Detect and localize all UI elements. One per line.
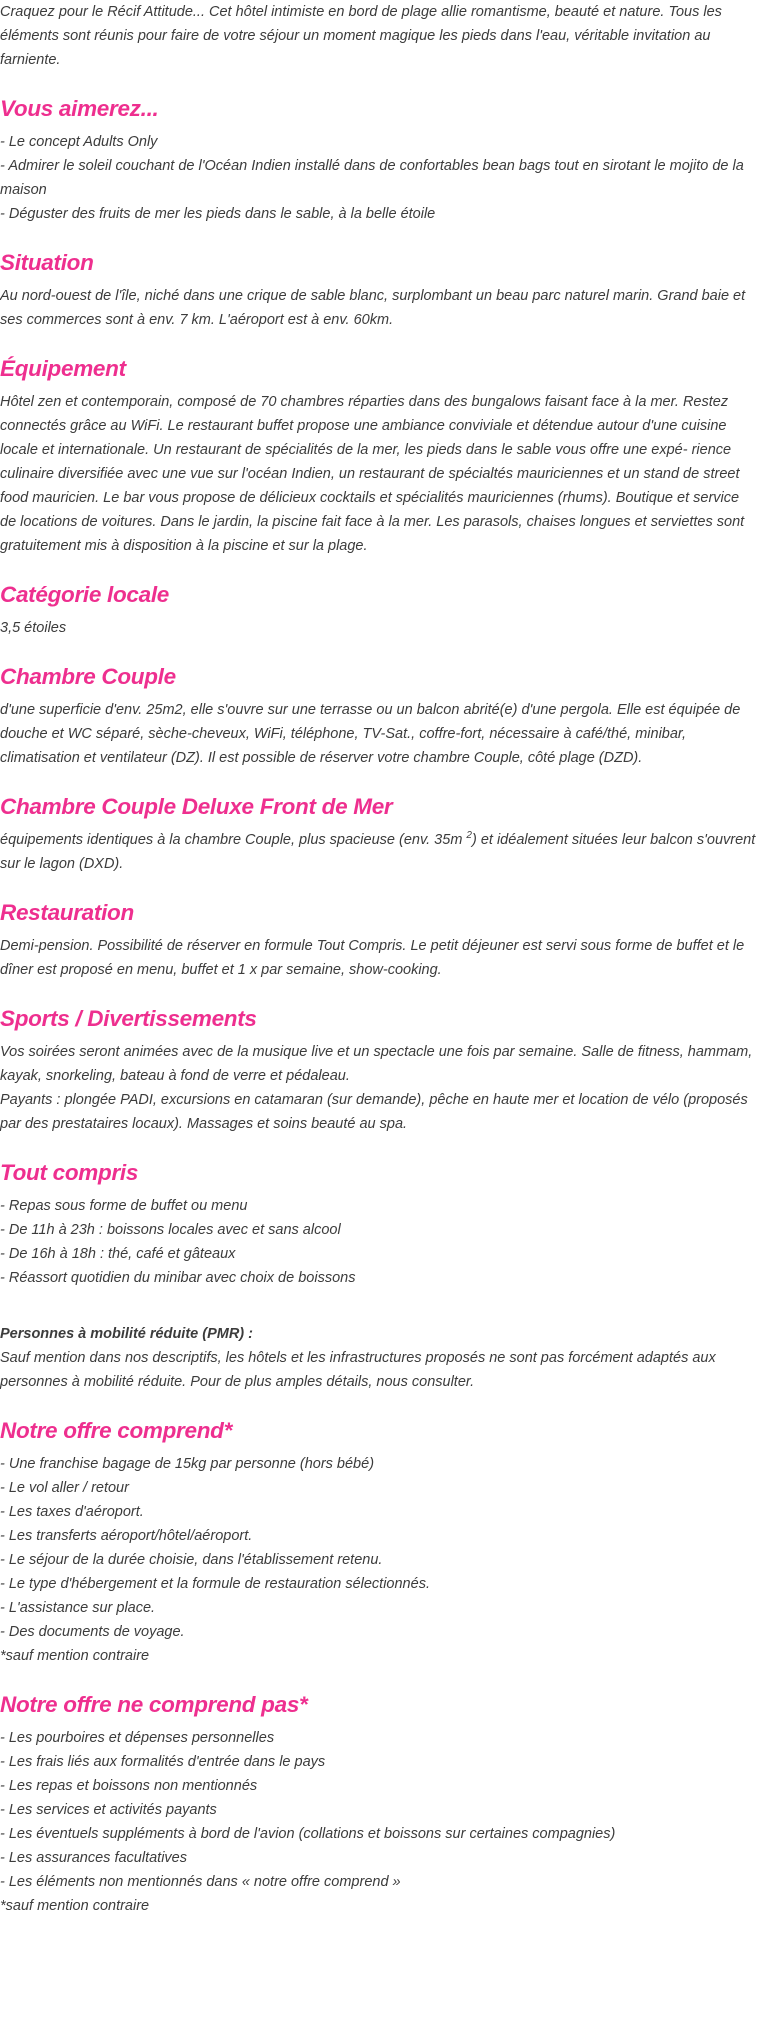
list-item: - Les éléments non mentionnés dans « notre offre comprend »	[0, 1874, 401, 1890]
chambre-couple-text: d'une superficie d'env. 25m2, elle s'ouvre sur une terrasse ou un balcon abrité(e) d'une pergola. Elle est équipée de douche et WC séparé, sèche-cheveux, WiFi, téléphone, TV-Sat., coffre-fort, nécessaire à café/thé, minibar, climatisation et ventilateur (DZ). Il est possible de réserver votre chambre Couple, côté plage (DZD).	[0, 702, 741, 766]
section-title-vous-aimerez: Vous aimerez...	[0, 96, 159, 121]
list-item: - Les repas et boissons non mentionnés	[0, 1778, 258, 1794]
sports-text-1: Vos soirées seront animées avec de la musique live et un spectacle une fois par semaine. Salle de fitness, hammam, kayak, snorkeling, bateau à fond de verre et pédaleau.	[0, 1044, 753, 1084]
list-item: - Le vol aller / retour	[0, 1480, 129, 1496]
list-item: - De 16h à 18h : thé, café et gâteaux	[0, 1246, 236, 1262]
section-title-sports: Sports / Divertissements	[0, 1006, 257, 1031]
offre-ne-comprend-list	[0, 1726, 756, 1918]
list-item: - L'assistance sur place.	[0, 1600, 156, 1616]
section-title-categorie: Catégorie locale	[0, 582, 170, 607]
section-title-equipement: Équipement	[0, 356, 126, 381]
pmr-label: Personnes à mobilité réduite (PMR) :	[0, 1326, 253, 1342]
pmr-text: Sauf mention dans nos descriptifs, les hôtels et les infrastructures proposés ne sont pas forcément adaptés aux personnes à mobilité réduite. Pour de plus amples détails, nous consulter.	[0, 1350, 716, 1390]
section-title-situation: Situation	[0, 250, 94, 275]
list-item: - Déguster des fruits de mer les pieds dans le sable, à la belle étoile	[0, 206, 436, 222]
footnote: *sauf mention contraire	[0, 1898, 150, 1914]
list-item: - Les taxes d'aéroport.	[0, 1504, 144, 1520]
tout-compris-list	[0, 1194, 756, 1290]
chambre-deluxe-text-part1: équipements identiques à la chambre Couple, plus spacieuse (env. 35m	[0, 832, 467, 848]
footnote: *sauf mention contraire	[0, 1648, 150, 1664]
superscript-2: 2	[466, 830, 472, 842]
chambre-deluxe-text-part2: ) et idéalement situées leur balcon s'ouvrent sur le lagon (DXD).	[0, 832, 756, 872]
list-item: - Le type d'hébergement et la formule de restauration sélectionnés.	[0, 1576, 430, 1592]
list-item: - Des documents de voyage.	[0, 1624, 185, 1640]
list-item: - Le séjour de la durée choisie, dans l'établissement retenu.	[0, 1552, 383, 1568]
sports-text-2: Payants : plongée PADI, excursions en catamaran (sur demande), pêche en haute mer et location de vélo (proposés par des prestataires locaux). Massages et soins beauté au spa.	[0, 1092, 748, 1132]
list-item: - Repas sous forme de buffet ou menu	[0, 1198, 248, 1214]
section-title-chambre-deluxe: Chambre Couple Deluxe Front de Mer	[0, 794, 393, 819]
vous-aimerez-list	[0, 130, 756, 226]
categorie-text: 3,5 étoiles	[0, 620, 67, 636]
section-title-restauration: Restauration	[0, 900, 134, 925]
list-item: - Les éventuels suppléments à bord de l'avion (collations et boissons sur certaines compagnies)	[0, 1826, 616, 1842]
list-item: - Réassort quotidien du minibar avec choix de boissons	[0, 1270, 356, 1286]
section-title-chambre-couple: Chambre Couple	[0, 664, 176, 689]
offre-comprend-list	[0, 1452, 756, 1668]
chambre-deluxe-text	[0, 828, 756, 876]
list-item: - Les transferts aéroport/hôtel/aéroport.	[0, 1528, 253, 1544]
list-item: - Le concept Adults Only	[0, 134, 158, 150]
list-item: - Les services et activités payants	[0, 1802, 217, 1818]
list-item: - Admirer le soleil couchant de l'Océan Indien installé dans de confortables bean bags tout en sirotant le mojito de la maison	[0, 158, 744, 198]
list-item: - Les pourboires et dépenses personnelles	[0, 1730, 275, 1746]
section-title-tout-compris: Tout compris	[0, 1160, 139, 1185]
situation-text: Au nord-ouest de l'île, niché dans une crique de sable blanc, surplombant un beau parc naturel marin. Grand baie et ses commerces sont à env. 7 km. L'aéroport est à env. 60km.	[0, 288, 746, 328]
section-title-offre-comprend: Notre offre comprend*	[0, 1418, 233, 1443]
list-item: - Les frais liés aux formalités d'entrée dans le pays	[0, 1754, 326, 1770]
equipement-text: Hôtel zen et contemporain, composé de 70 chambres réparties dans des bungalows faisant face à la mer. Restez connectés grâce au WiFi. Le restaurant buffet propose une ambiance conviviale et détendue autour d'une cuisine locale et internationale. Un restaurant de spécialités de la mer, les pieds dans le sable vous offre une expé- rience culinaire diversifiée avec une vue sur l'océan Indien, un restaurant de spécialtés mauriciennes et un stand de street food mauricien. Le bar vous propose de délicieux cocktails et spécialités mauriciennes (rhums). Boutique et service de locations de voitures. Dans le jardin, la piscine fait face à la mer. Les parasols, chaises longues et serviettes sont gratuitement mis à disposition à la piscine et sur la plage.	[0, 394, 745, 554]
list-item: - Les assurances facultatives	[0, 1850, 187, 1866]
intro-paragraph: Craquez pour le Récif Attitude... Cet hôtel intimiste en bord de plage allie romantisme, beauté et nature. Tous les éléments sont réunis pour faire de votre séjour un moment magique les pieds dans l'eau, véritable invitation au farniente.	[0, 4, 722, 68]
list-item: - De 11h à 23h : boissons locales avec et sans alcool	[0, 1222, 341, 1238]
list-item: - Une franchise bagage de 15kg par personne (hors bébé)	[0, 1456, 375, 1472]
section-title-offre-ne-comprend: Notre offre ne comprend pas*	[0, 1692, 308, 1717]
restauration-text: Demi-pension. Possibilité de réserver en formule Tout Compris. Le petit déjeuner est servi sous forme de buffet et le dîner est proposé en menu, buffet et 1 x par semaine, show-cooking.	[0, 938, 745, 978]
